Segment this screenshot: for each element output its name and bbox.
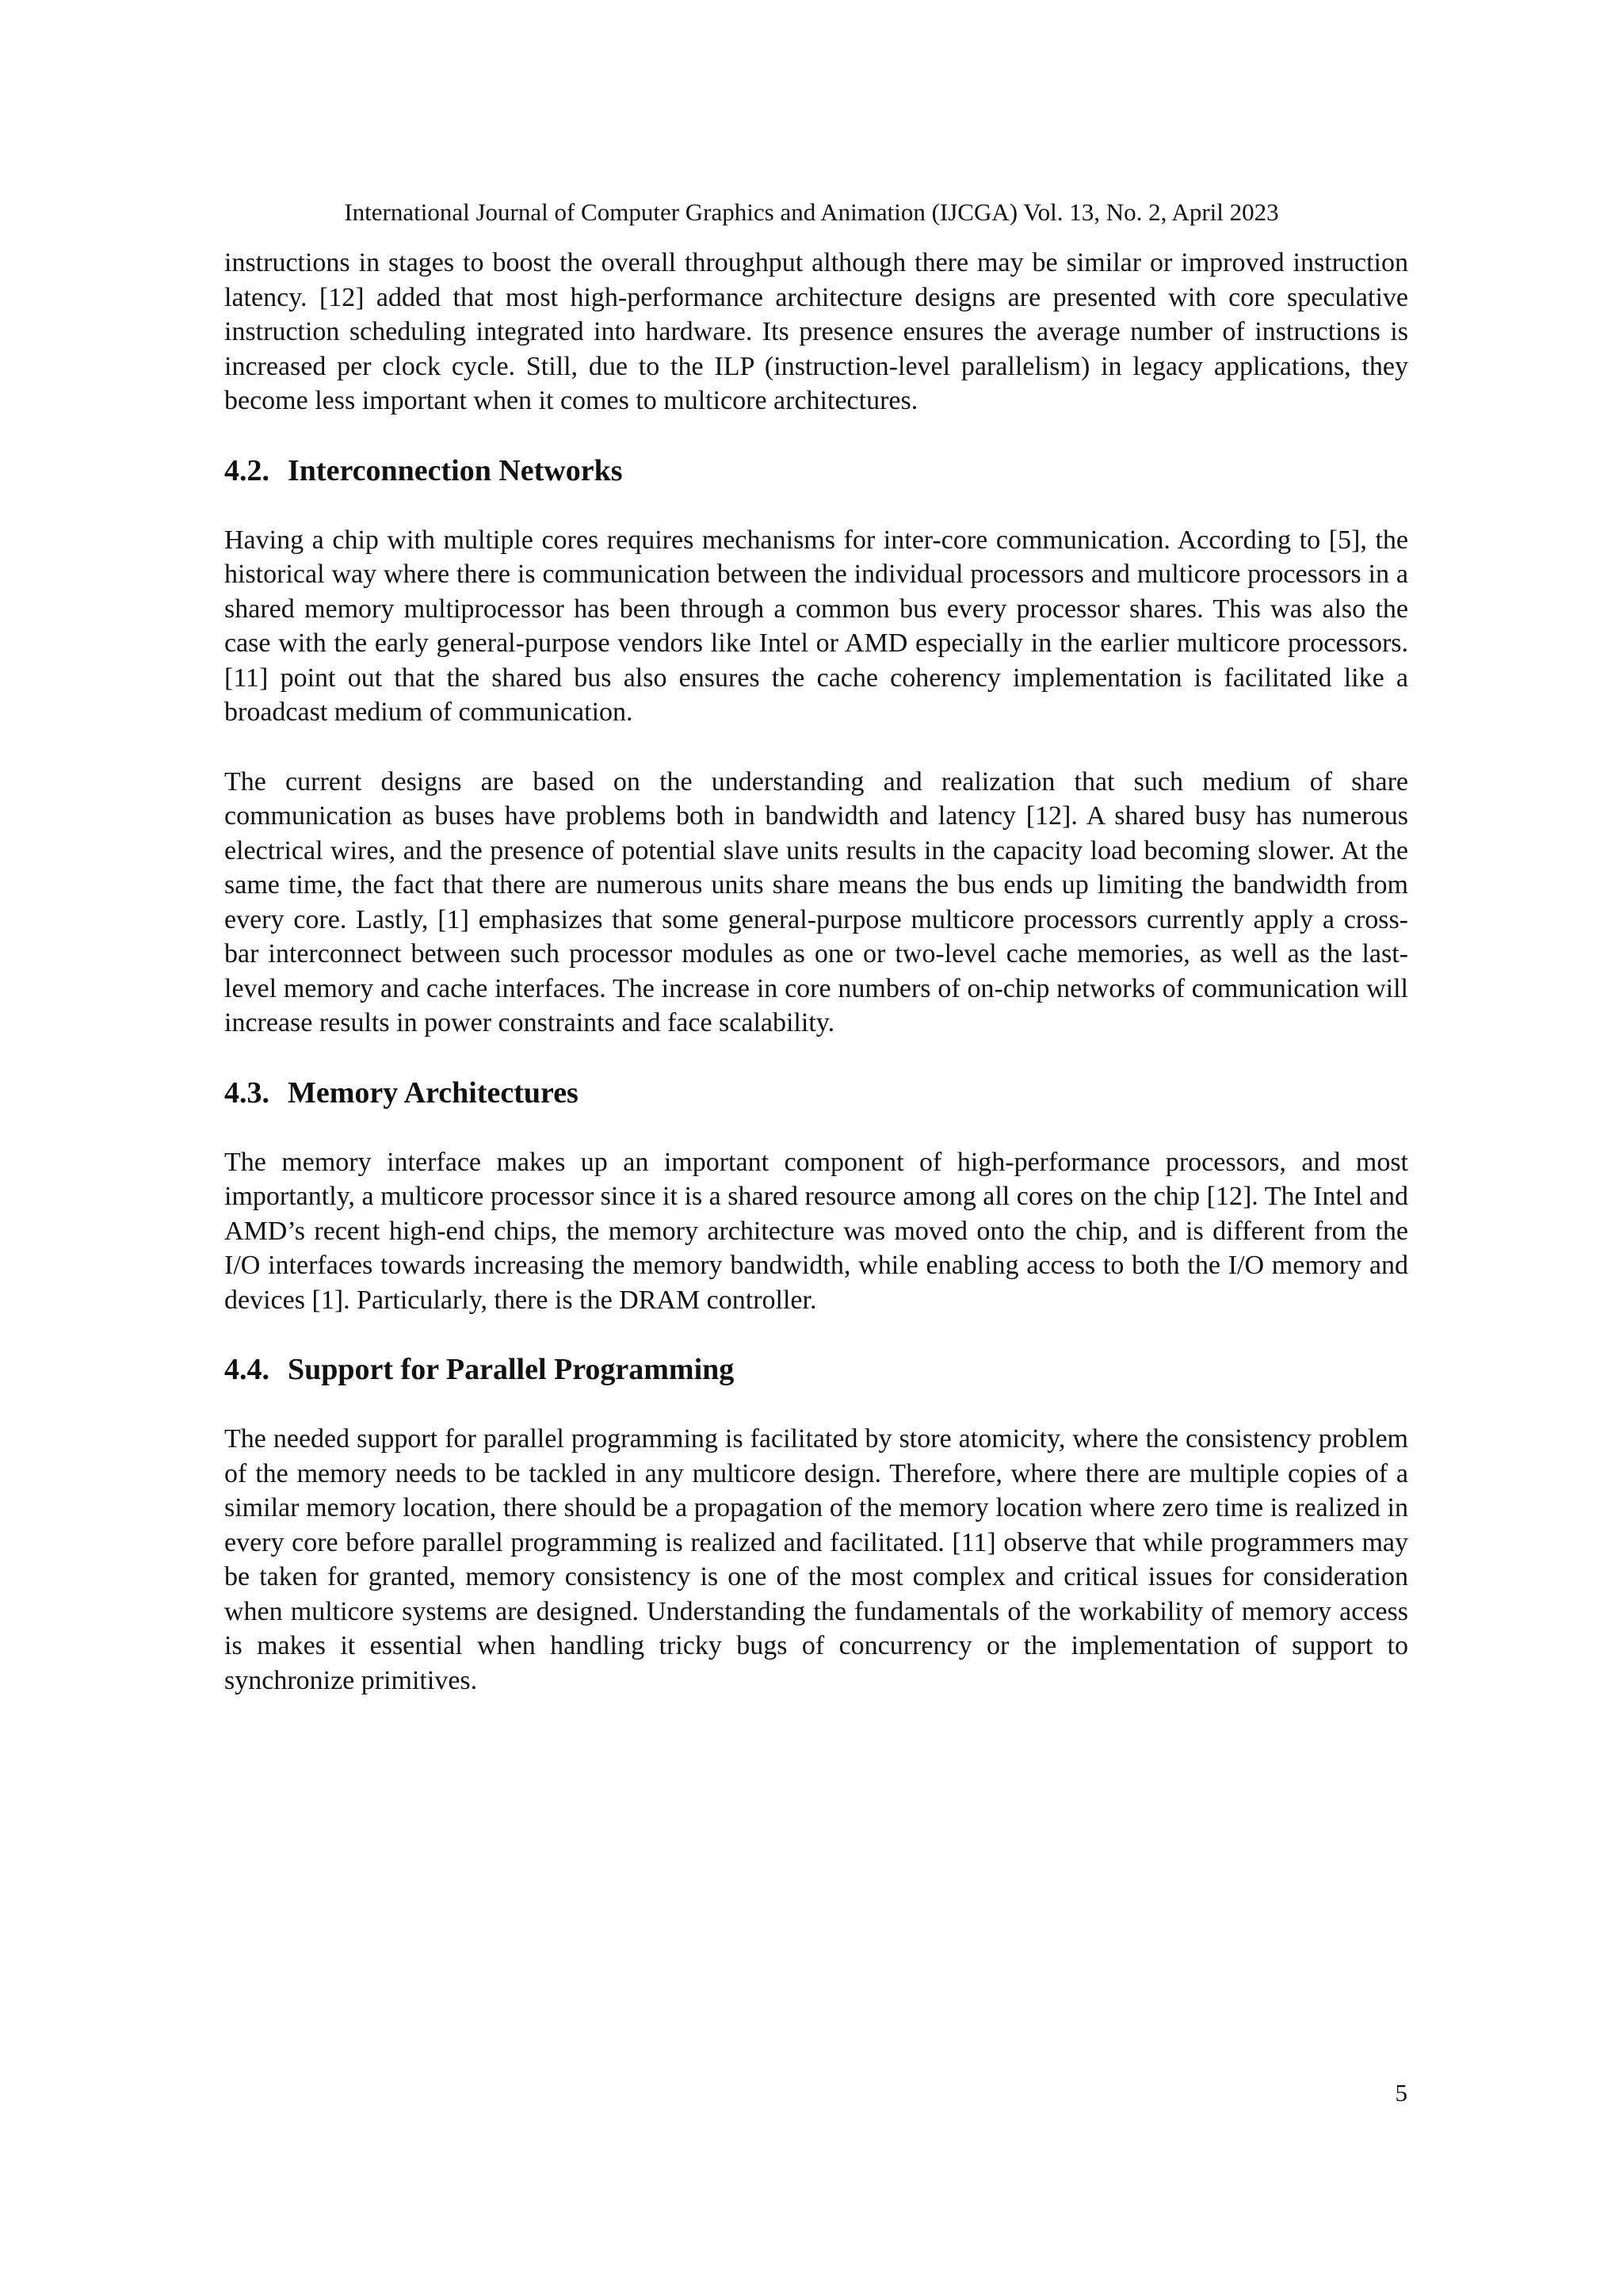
section-title: Interconnection Networks — [288, 453, 623, 487]
body-paragraph: The memory interface makes up an important component of high-performance processors, and most importantly, a multicore processor since it is a shared resource among all cores on the chip [12]. The Intel and AMD’s recent high-end chips, the memory architecture was moved onto the chip, and is different from the I/O interfaces towards increasing the memory bandwidth, while enabling access to both the I/O memory and devices [1]. Particularly, there is the DRAM controller. — [224, 1147, 1408, 1315]
spacer — [224, 730, 1408, 765]
spacer — [224, 418, 1408, 453]
running-header: International Journal of Computer Graphics and Animation (IJCGA) Vol. 13, No. 2, April 2023 — [344, 198, 1279, 226]
spacer — [224, 1110, 1408, 1145]
section-number: 4.2. — [224, 453, 269, 487]
intro-paragraph: instructions in stages to boost the overall throughput although there may be similar or improved instruction latency. [12] added that most high-performance architecture designs are presented with core speculative instruction scheduling integrated into hardware. Its presence ensures the average number of instructions is increased per clock cycle. Still, due to the ILP (instruction-level parallelism) in legacy applications, they become less important when it comes to multicore architectures. — [224, 248, 1408, 415]
section-number: 4.4. — [224, 1353, 269, 1386]
section-title: Support for Parallel Programming — [288, 1353, 735, 1386]
page-body — [224, 246, 1408, 1698]
spacer — [224, 488, 1408, 523]
body-paragraph: The current designs are based on the understanding and realization that such medium of share communication as buses have problems both in bandwidth and latency [12]. A shared busy has numerous electrical wires, and the presence of potential slave units results in the capacity load becoming slower. At the same time, the fact that there are numerous units share means the bus ends up limiting the bandwidth from every core. Lastly, [1] emphasizes that some general-purpose multicore processors currently apply a cross-bar interconnect between such processor modules as one or two-level cache memories, as well as the last-level memory and cache interfaces. The increase in core numbers of on-chip networks of communication will increase results in power constraints and face scalability. — [224, 766, 1408, 1037]
page-number: 5 — [1395, 2079, 1407, 2107]
body-paragraph: The needed support for parallel programming is facilitated by store atomicity, where the consistency problem of the memory needs to be tackled in any multicore design. Therefore, where there are multiple copies of a similar memory location, there should be a propagation of the memory location where zero time is realized in every core before parallel programming is realized and facilitated. [11] observe that while programmers may be taken for granted, memory consistency is one of the most complex and critical issues for consideration when multicore systems are designed. Understanding the fundamentals of the workability of memory access is makes it essential when handling tricky bugs of concurrency or the implementation of support to synchronize primitives. — [224, 1424, 1408, 1695]
spacer — [224, 1041, 1408, 1075]
spacer — [224, 1387, 1408, 1422]
spacer — [224, 1317, 1408, 1352]
body-paragraph: Having a chip with multiple cores requires mechanisms for inter-core communication. According to [5], the historical way where there is communication between the individual processors and multicore processors in a shared memory multiprocessor has been through a common bus every processor shares. This was also the case with the early general-purpose vendors like Intel or AMD especially in the earlier multicore processors. [11] point out that the shared bus also ensures the cache coherency implementation is facilitated like a broadcast medium of communication. — [224, 525, 1408, 727]
section-number: 4.3. — [224, 1075, 269, 1110]
section-heading-4-3 — [224, 1075, 1408, 1110]
section-heading-4-4 — [224, 1352, 1408, 1387]
section-title: Memory Architectures — [288, 1075, 579, 1110]
section-heading-4-2 — [224, 453, 1408, 488]
